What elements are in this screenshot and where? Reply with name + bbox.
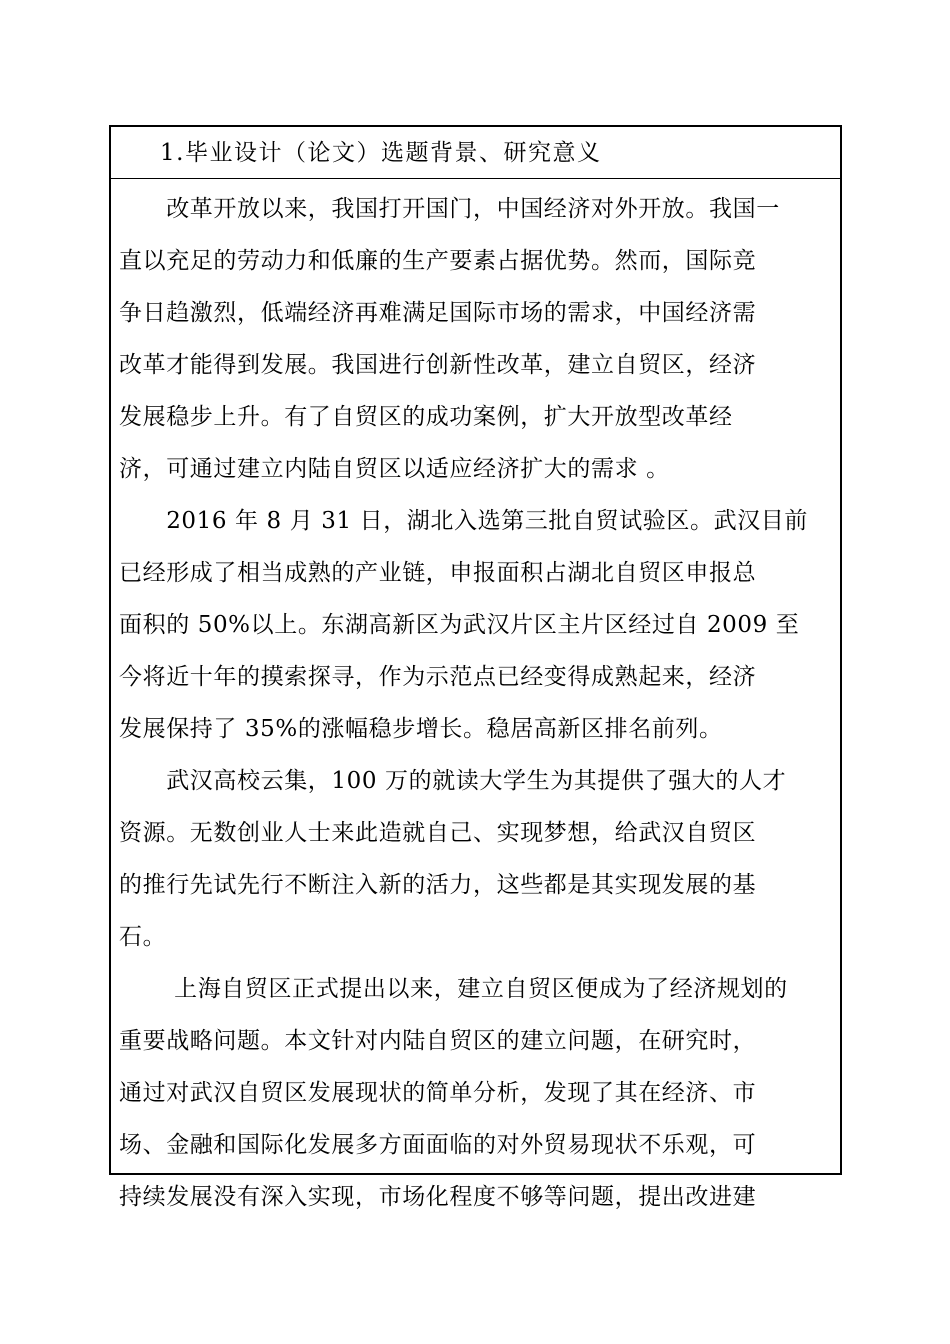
paragraph-line: 直以充足的劳动力和低廉的生产要素占据优势。然而，国际竞 xyxy=(119,248,757,274)
paragraph-line: 发展稳步上升。有了自贸区的成功案例，扩大开放型改革经 xyxy=(119,404,733,430)
paragraph-line: 改革开放以来，我国打开国门，中国经济对外开放。我国一 xyxy=(119,196,780,222)
paragraph-line: 场、金融和国际化发展多方面面临的对外贸易现状不乐观，可 xyxy=(119,1132,757,1158)
paragraph-line: 济，可通过建立内陆自贸区以适应经济扩大的需求 。 xyxy=(119,456,670,482)
paragraph-line: 资源。无数创业人士来此造就自己、实现梦想，给武汉自贸区 xyxy=(119,820,757,846)
paragraph-line: 争日趋激烈，低端经济再难满足国际市场的需求，中国经济需 xyxy=(119,300,757,326)
paragraph-line: 今将近十年的摸索探寻，作为示范点已经变得成熟起来，经济 xyxy=(119,664,757,690)
paragraph-research-significance xyxy=(119,963,832,1223)
paragraph-line: 石。 xyxy=(119,924,167,950)
paragraph-line: 发展保持了 35%的涨幅稳步增长。稳居高新区排名前列。 xyxy=(119,716,723,742)
thesis-form-table xyxy=(109,125,842,1210)
paragraph-line: 持续发展没有深入实现，市场化程度不够等问题，提出改进建 xyxy=(119,1184,757,1210)
paragraph-line: 武汉高校云集，100 万的就读大学生为其提供了强大的人才 xyxy=(119,768,787,794)
paragraph-wuhan-universities xyxy=(119,755,832,963)
paragraph-line: 通过对武汉自贸区发展现状的简单分析，发现了其在经济、市 xyxy=(119,1080,757,1106)
paragraph-hubei-ftz xyxy=(119,495,832,755)
paragraph-line: 面积的 50%以上。东湖高新区为武汉片区主片区经过自 2009 至 xyxy=(119,612,800,638)
section-heading: 1.毕业设计（论文）选题背景、研究意义 xyxy=(160,140,602,166)
paragraph-line: 改革才能得到发展。我国进行创新性改革，建立自贸区，经济 xyxy=(119,352,757,378)
paragraph-line: 上海自贸区正式提出以来，建立自贸区便成为了经济规划的 xyxy=(119,976,788,1002)
paragraph-line: 的推行先试先行不断注入新的活力，这些都是其实现发展的基 xyxy=(119,872,757,898)
paragraph-line: 2016 年 8 月 31 日，湖北入选第三批自贸试验区。武汉目前 xyxy=(119,508,808,534)
paragraph-line: 重要战略问题。本文针对内陆自贸区的建立问题，在研究时， xyxy=(119,1028,757,1054)
paragraph-line: 已经形成了相当成熟的产业链，申报面积占湖北自贸区申报总 xyxy=(119,560,757,586)
section-header-cell xyxy=(111,127,840,179)
section-body-cell xyxy=(111,179,840,1210)
paragraph-reform-opening xyxy=(119,183,832,495)
